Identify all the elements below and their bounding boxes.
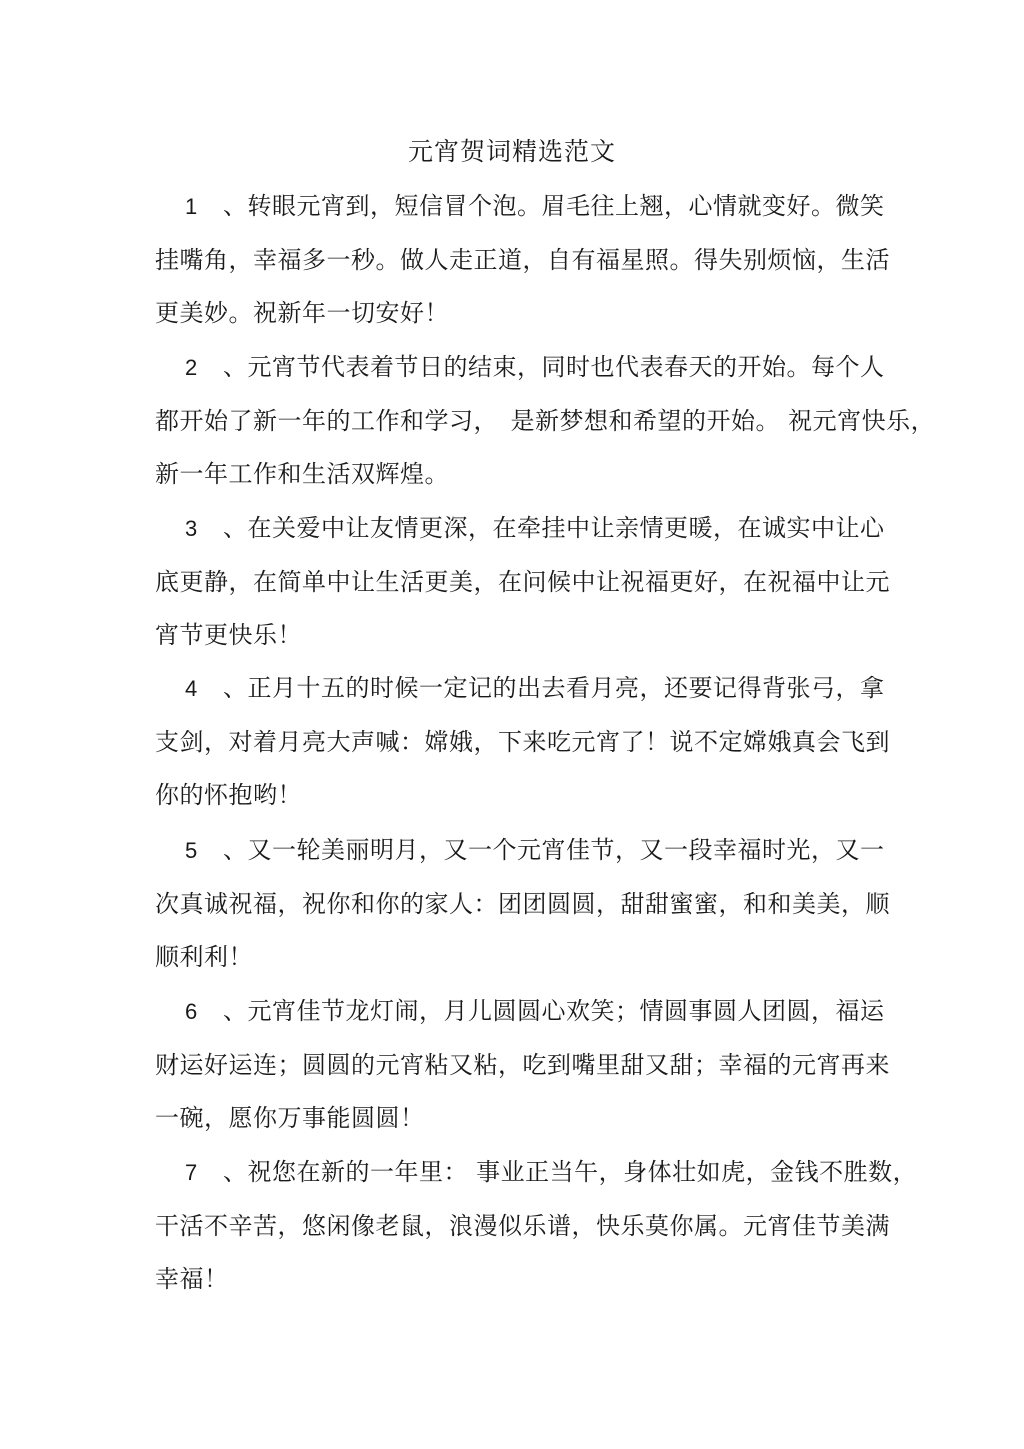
paragraph-number: 2 bbox=[185, 355, 198, 380]
paragraph-text: 、祝您在新的一年里： 事业正当午，身体壮如虎，金钱不胜数， bbox=[223, 1158, 918, 1186]
paragraph-line: 都开始了新一年的工作和学习， 是新梦想和希望的开始。 祝元宵快乐， bbox=[155, 406, 936, 435]
paragraph-line: 新一年工作和生活双辉煌。 bbox=[155, 460, 449, 488]
paragraph-line: 幸福！ bbox=[155, 1265, 229, 1293]
paragraph-line bbox=[155, 662, 885, 716]
paragraph-number: 7 bbox=[185, 1160, 198, 1185]
paragraph-line bbox=[155, 502, 885, 556]
paragraph-6 bbox=[155, 985, 890, 1146]
paragraph-number: 1 bbox=[185, 194, 198, 219]
paragraph-number: 6 bbox=[185, 999, 198, 1024]
paragraph-line bbox=[155, 1146, 918, 1200]
paragraph-line: 支剑，对着月亮大声喊：嫦娥，下来吃元宵了！说不定嫦娥真会飞到 bbox=[155, 727, 890, 756]
paragraph-line: 你的怀抱哟！ bbox=[155, 781, 302, 809]
paragraph-number: 3 bbox=[185, 516, 198, 541]
paragraph-text: 、转眼元宵到，短信冒个泡。眉毛往上翘，心情就变好。微笑 bbox=[223, 192, 885, 220]
paragraph-text: 、又一轮美丽明月，又一个元宵佳节，又一段幸福时光，又一 bbox=[223, 836, 885, 864]
paragraph-number: 4 bbox=[185, 676, 198, 701]
paragraph-line: 挂嘴角，幸福多一秒。做人走正道，自有福星照。得失别烦恼，生活 bbox=[155, 245, 890, 274]
paragraph-line: 更美妙。祝新年一切安好！ bbox=[155, 299, 449, 327]
document-title: 元宵贺词精选范文 bbox=[407, 137, 616, 166]
paragraph-4 bbox=[155, 662, 890, 823]
paragraph-text: 、正月十五的时候一定记的出去看月亮，还要记得背张弓，拿 bbox=[223, 674, 885, 702]
paragraph-text: 、元宵节代表着节日的结束，同时也代表春天的开始。每个人 bbox=[223, 353, 885, 381]
paragraph-line: 干活不辛苦，悠闲像老鼠，浪漫似乐谱，快乐莫你属。元宵佳节美满 bbox=[155, 1211, 890, 1240]
paragraph-line bbox=[155, 985, 885, 1039]
paragraph-7 bbox=[155, 1146, 918, 1307]
paragraph-text: 、元宵佳节龙灯闹，月儿圆圆心欢笑；情圆事圆人团圆，福运 bbox=[223, 997, 885, 1025]
paragraph-3 bbox=[155, 502, 890, 663]
paragraph-line bbox=[155, 341, 885, 395]
paragraph-1 bbox=[155, 180, 890, 341]
paragraph-2 bbox=[155, 341, 936, 502]
paragraph-line bbox=[155, 824, 885, 878]
paragraph-line: 顺利利！ bbox=[155, 943, 253, 971]
paragraph-line: 财运好运连；圆圆的元宵粘又粘，吃到嘴里甜又甜；幸福的元宵再来 bbox=[155, 1050, 890, 1079]
paragraph-line bbox=[155, 180, 885, 234]
paragraph-line: 一碗，愿你万事能圆圆！ bbox=[155, 1104, 425, 1132]
paragraph-5 bbox=[155, 824, 890, 985]
paragraph-line: 底更静，在简单中让生活更美，在问候中让祝福更好，在祝福中让元 bbox=[155, 567, 890, 596]
paragraph-text: 、在关爱中让友情更深，在牵挂中让亲情更暖，在诚实中让心 bbox=[223, 514, 885, 542]
paragraph-line: 宵节更快乐！ bbox=[155, 621, 302, 649]
paragraph-line: 次真诚祝福，祝你和你的家人：团团圆圆，甜甜蜜蜜，和和美美，顺 bbox=[155, 889, 890, 918]
paragraph-number: 5 bbox=[185, 838, 198, 863]
